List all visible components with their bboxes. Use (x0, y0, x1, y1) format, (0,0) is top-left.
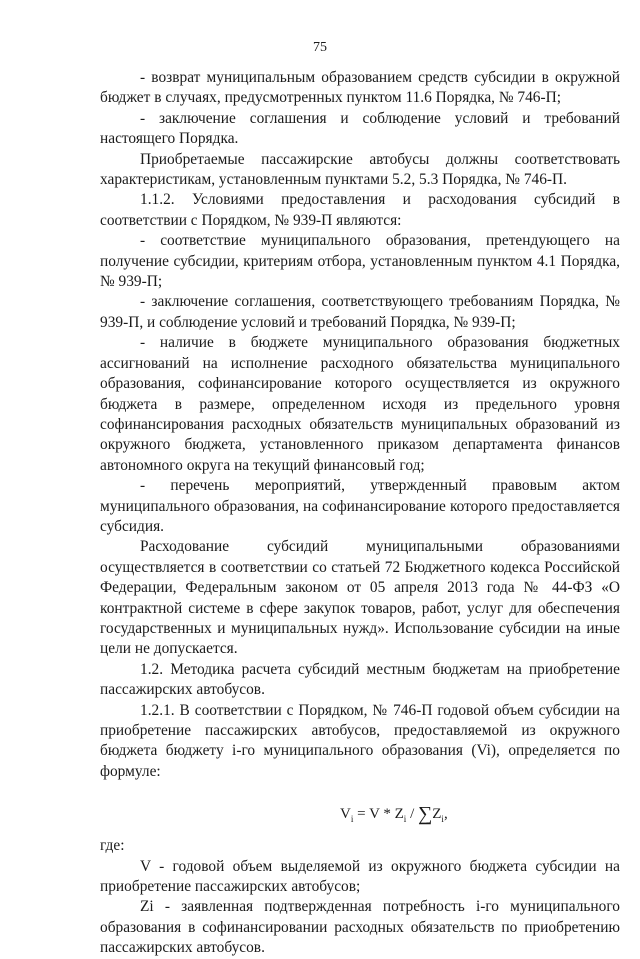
formula-sum: ∑ (417, 803, 433, 826)
where-label: где: (100, 837, 125, 855)
page-number: 75 (313, 40, 327, 55)
paragraph: 1.2.1. В соответствии с Порядком, № 746-П годовой объем субсидии на приобретение пассажирских автобусов, предоставляемой из окружного бюджета бюджету i-го муниципального образования (Vi), определяется по формуле: (100, 701, 620, 780)
paragraph: - возврат муниципальным образованием средств субсидии в окружной бюджет в случаях, предусмотренных пунктом 11.6 Порядка, № 746-П; (100, 69, 620, 107)
formula-z: Z (394, 806, 404, 823)
formula-tail: , (443, 806, 448, 823)
paragraph: - заключение соглашения и соблюдение условий и требований настоящего Порядка. (100, 109, 620, 148)
formula-lhs-sub: i (350, 814, 354, 825)
paragraph: Расходование субсидий муниципальными образованиями осуществляется в соответствии со статьей 72 Бюджетного кодекса Российской Федерации, Федеральным законом от 05 апреля 2013 года № 44-ФЗ «О контрактной системе в сфере закупок товаров, работ, услуг для обеспечения государственных и муниципальных нужд». Использование субсидии на иные цели не допускается. (100, 538, 620, 658)
paragraph: 1.1.2. Условиями предоставления и расходования субсидий в соответствии с Порядком, № 939-П являются: (100, 191, 620, 229)
paragraph: - перечень мероприятий, утвержденный правовым актом муниципального образования, на софинансирование которого предоставляется субсидия. (100, 477, 620, 535)
formula-z-sum-sub: i (441, 814, 444, 825)
paragraph: - заключение соглашения, соответствующего требованиям Порядка, № 939-П, и соблюдение условий и требований Порядка, № 939-П; (100, 293, 620, 331)
paragraph: - наличие в бюджете муниципального образования бюджетных ассигнований на исполнение расходного обязательства муниципального образования, софинансирование которого осуществляется из окружного бюджета в размере, определенном исходя из предельного уровня софинансирования расходных обязательств муниципальных образований из окружного бюджета, установленного приказом департамента финансов автономного округа на текущий финансовый год; (100, 334, 620, 474)
document-body (100, 68, 620, 959)
formula-lhs: V (340, 806, 351, 823)
formula-eq: = (353, 806, 370, 823)
subsidy-formula (100, 804, 620, 826)
formula-v: V (369, 806, 380, 823)
formula-div: / (406, 806, 418, 823)
formula-z-sum: Z (432, 806, 442, 823)
paragraph: 1.2. Методика расчета субсидий местным бюджетам на приобретение пассажирских автобусов. (100, 660, 620, 699)
definition-item: V - годовой объем выделяемой из окружного бюджета субсидии на приобретение пассажирских автобусов; (100, 857, 620, 896)
formula-op: * (379, 806, 395, 823)
formula-z-sub: i (403, 814, 407, 825)
paragraph: Приобретаемые пассажирские автобусы должны соответствовать характеристикам, установленным пунктами 5.2, 5.3 Порядка, № 746-П. (100, 150, 620, 189)
paragraph: - соответствие муниципального образования, претендующего на получение субсидии, критериям отбора, установленным пунктом 4.1 Порядка, № 939-П; (100, 232, 620, 291)
definition-item: Zi - заявленная подтвержденная потребность i-го муниципального образования в софинансировании расходных обязательств по приобретению пассажирских автобусов. (100, 898, 620, 957)
